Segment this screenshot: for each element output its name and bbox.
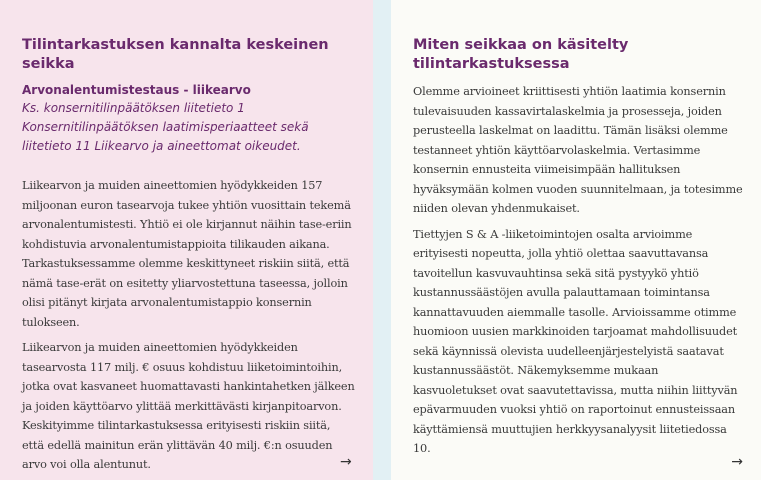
audit-response-column: [391, 0, 761, 480]
left-paragraph-1: Liikearvon ja muiden aineettomien hyödykkeiden 157 miljoonan euron tasearvoja tukee yhtiön vuosittain tekemä arvonalentumistesti. Yhtiö ei ole kirjannut näihin tase-eriin kohdistuvia arvonalentumistappioita tilikauden aikana. Tarkastuksessamme olemme keskittyneet riskiin siitä, että nämä tase-erät on esitetty yliarvostettuna taseessa, jolloin olisi pitänyt kirjata arvonalentumistappio konsernin tulokseen.: [22, 179, 352, 329]
reference-note: Ks. konsernitilinpäätöksen liitetieto 1 Konsernitilinpäätöksen laatimisperiaatteet sekä liitetieto 11 Liikearvo ja aineettomat oikeudet.: [22, 101, 309, 153]
left-subheading: Arvonalentumistestaus - liikearvo: [22, 83, 251, 97]
left-paragraph-2: Liikearvon ja muiden aineettomien hyödykkeiden tasearvosta 117 milj. € osuus kohdistuu liiketoimintoihin, jotka ovat kasvaneet huomattavasti hankintahetken jälkeen ja joiden käyttöarvo ylittää merkittävästi kirjanpitoarvon. Keskityimme tilintarkastuksessa erityisesti riskiin siitä, että edellä mainitun erän ylittävän 40 milj. €:n osuuden arvo voi olla alentunut.: [22, 341, 355, 471]
right-heading: Miten seikkaa on käsitelty tilintarkastuksessa: [413, 37, 629, 72]
continue-arrow-icon: →: [731, 454, 743, 470]
key-audit-matter-column: [0, 0, 373, 480]
column-divider: [373, 0, 391, 480]
right-paragraph-1: Olemme arvioineet kriittisesti yhtiön laatimia konsernin tulevaisuuden kassavirtalaskelmia ja prosesseja, joiden perusteella laskelmat on laadittu. Tämän lisäksi olemme testanneet yhtiön käyttöarvolaskelmia. Vertasimme konsernin ennusteita viimeisimpään hallituksen hyväksymään kolmen vuoden suunnitelmaan, ja totesimme niiden olevan yhdenmukaiset.: [413, 85, 743, 215]
continue-arrow-icon: →: [340, 454, 352, 470]
right-paragraph-2: Tiettyjen S & A -liiketoimintojen osalta arvioimme erityisesti nopeutta, jolla yhtiö olettaa saavuttavansa tavoitellun kasvuvauhtinsa sekä sitä pystyykö yhtiö kustannussäästöjen avulla palauttamaan toimintansa kannattavuuden aiemmalle tasolle. Arvioissamme otimme huomioon uusien markkinoiden tarjoamat mahdollisuudet sekä käynnissä olevista uudelleenjärjestelyistä saatavat kustannussäästöt. Näkemyksemme mukaan kasvuoletukset ovat saavutettavissa, mutta niihin liittyvän epävarmuuden vuoksi yhtiö on raportoinut ennusteissaan käyttämiensä muuttujien herkkyysanalyysit liitetiedossa 10.: [413, 227, 738, 455]
left-heading: Tilintarkastuksen kannalta keskeinen seikka: [22, 37, 329, 72]
